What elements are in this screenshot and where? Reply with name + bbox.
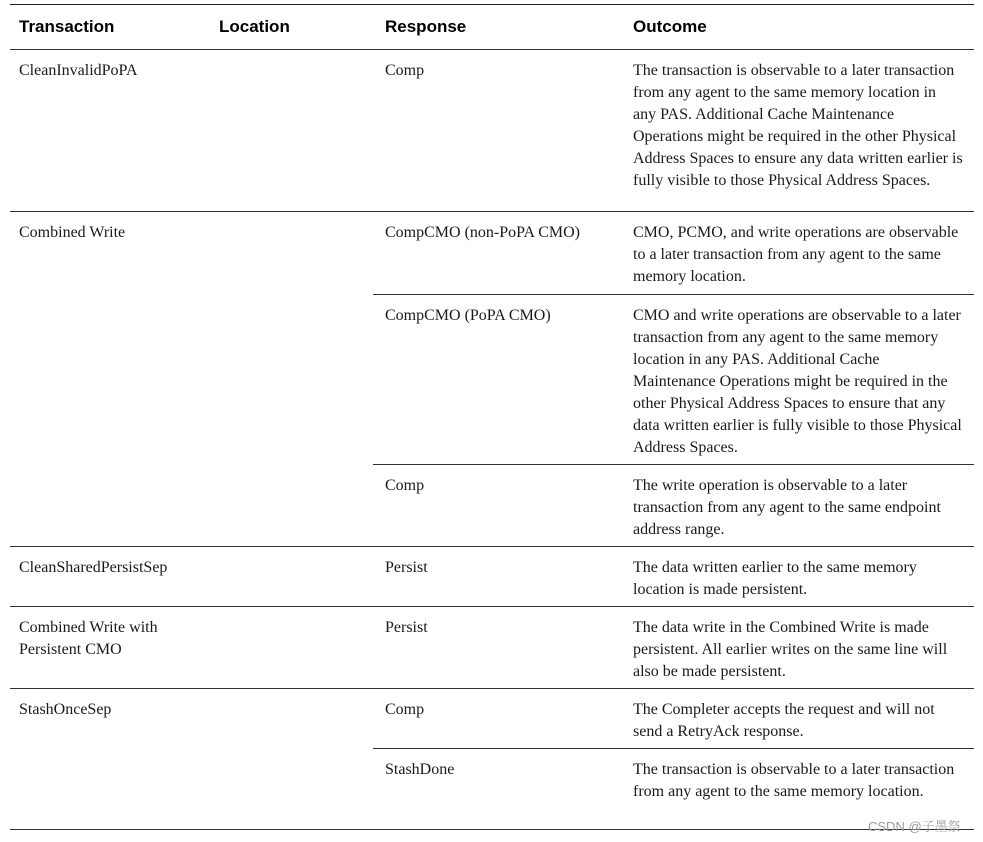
transaction-cell: StashOnceSep xyxy=(19,701,112,718)
outcome-cell: CMO, PCMO, and write operations are observable to a later transaction from any agent to the same memory location. xyxy=(633,224,959,285)
transaction-cell: Combined Write with Persistent CMO xyxy=(19,619,158,658)
outcome-cell: The transaction is observable to a later transaction from any agent to the same memory location in any PAS. Additional Cache Maintenance Operations might be required in the other Physical Address Spaces to ensure any data written earlier is fully visible to those Physical Address Spaces. xyxy=(633,62,963,189)
response-cell: Persist xyxy=(385,559,428,576)
header-transaction: Transaction xyxy=(19,17,115,36)
outcome-cell: The write operation is observable to a later transaction from any agent to the same endpoint address range. xyxy=(633,477,941,538)
table-row xyxy=(373,294,974,464)
transaction-outcome-table xyxy=(10,4,974,830)
table-row xyxy=(373,212,974,294)
outcome-cell: The data written earlier to the same memory location is made persistent. xyxy=(633,559,917,598)
table-row-group xyxy=(10,607,974,689)
header-response: Response xyxy=(385,17,467,36)
table-row xyxy=(373,50,974,211)
response-cell: Comp xyxy=(385,477,425,494)
response-cell: CompCMO (non-PoPA CMO) xyxy=(385,224,581,241)
outcome-cell: The Completer accepts the request and will not send a RetryAck response. xyxy=(633,701,935,740)
response-cell: Comp xyxy=(385,701,425,718)
table-row xyxy=(373,547,974,606)
table-row-group xyxy=(10,547,974,607)
response-cell: StashDone xyxy=(385,761,455,778)
outcome-cell: CMO and write operations are observable to a later transaction from any agent to the same memory location in any PAS. Additional Cache Maintenance Operations might be required in the other Physical Address Spaces to ensure that any data written earlier is fully visible to those Physical Address Spaces. xyxy=(633,307,962,456)
table-header xyxy=(10,5,974,50)
table-row xyxy=(373,607,974,688)
header-outcome: Outcome xyxy=(633,17,707,36)
transaction-cell: CleanSharedPersistSep xyxy=(19,559,168,576)
transaction-cell: CleanInvalidPoPA xyxy=(19,62,138,79)
table-row xyxy=(373,464,974,546)
transaction-cell: Combined Write xyxy=(19,224,126,241)
table-row-group xyxy=(10,212,974,547)
header-location: Location xyxy=(219,17,290,36)
response-cell: Comp xyxy=(385,62,425,79)
outcome-cell: The transaction is observable to a later transaction from any agent to the same memory location. xyxy=(633,761,955,800)
table-row-group xyxy=(10,689,974,830)
table-row-group xyxy=(10,50,974,212)
outcome-cell: The data write in the Combined Write is made persistent. All earlier writes on the same line will also be made persistent. xyxy=(633,619,948,680)
response-cell: CompCMO (PoPA CMO) xyxy=(385,307,551,324)
response-cell: Persist xyxy=(385,619,428,636)
table-row xyxy=(373,689,974,748)
watermark: CSDN @子墨祭 xyxy=(868,819,961,834)
